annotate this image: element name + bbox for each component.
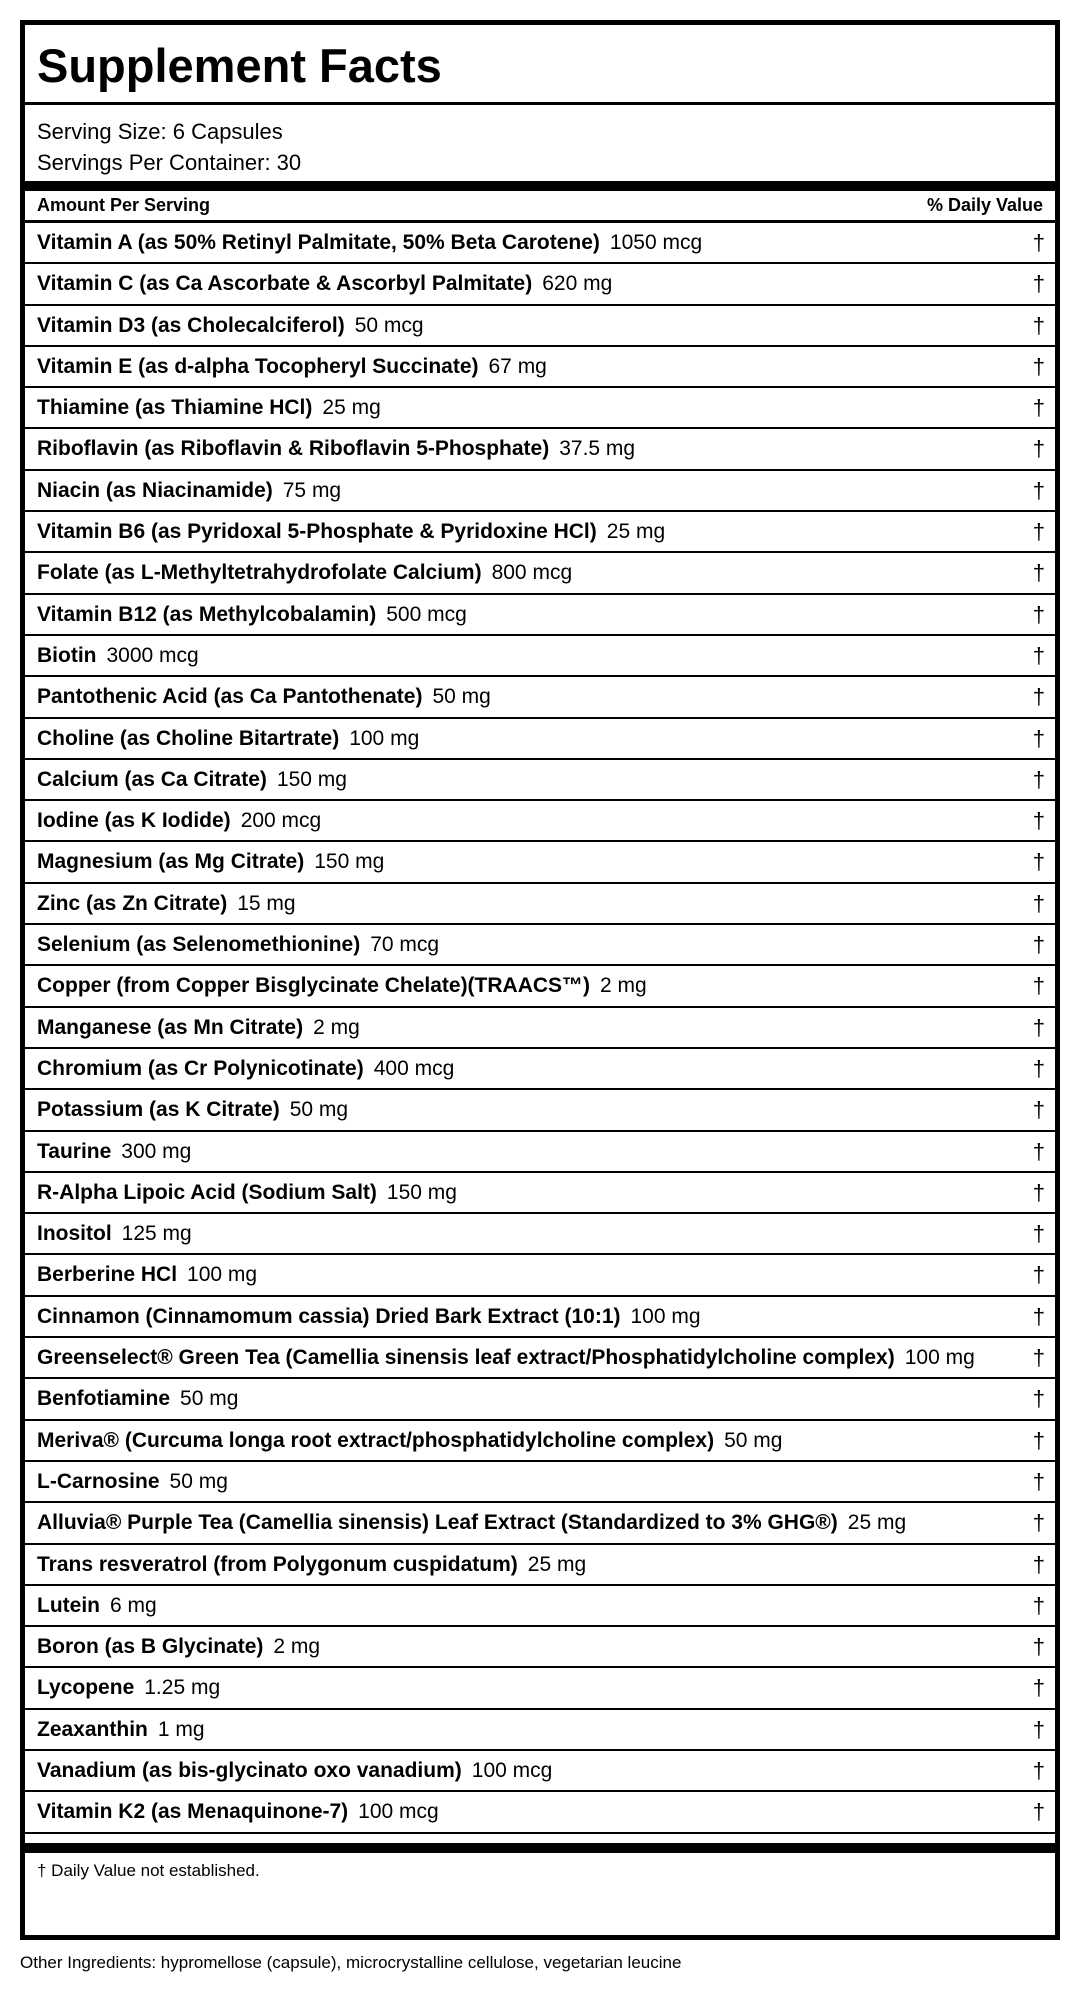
row-content — [37, 719, 419, 759]
table-row — [25, 347, 1055, 388]
table-row — [25, 1545, 1055, 1586]
ingredient-name: Pantothenic Acid (as Ca Pantothenate) — [37, 685, 423, 709]
ingredient-name: Berberine HCl — [37, 1263, 178, 1287]
table-row — [25, 1503, 1055, 1544]
serving-info — [25, 105, 1055, 181]
ingredient-amount: 100 mg — [630, 1304, 701, 1328]
table-end-spacer — [25, 1834, 1055, 1843]
row-content — [37, 636, 199, 676]
ingredient-amount: 50 mg — [432, 685, 491, 709]
row-content — [37, 842, 384, 882]
ingredient-name: Meriva® (Curcuma longa root extract/phosphatidylcholine complex) — [37, 1428, 715, 1452]
thick-divider — [25, 181, 1055, 191]
ingredient-name: Riboflavin (as Riboflavin & Riboflavin 5-Phosphate) — [37, 437, 550, 461]
table-row — [25, 1090, 1055, 1131]
table-row — [25, 595, 1055, 636]
daily-value-dagger: † — [1032, 725, 1045, 751]
row-content — [37, 1132, 191, 1172]
ingredient-name: Benfotiamine — [37, 1387, 171, 1411]
ingredient-amount: 100 mcg — [358, 1800, 439, 1824]
table-row — [25, 842, 1055, 883]
daily-value-dagger: † — [1032, 312, 1045, 338]
thick-divider-bottom — [25, 1843, 1055, 1853]
ingredient-name: Vanadium (as bis-glycinato oxo vanadium) — [37, 1758, 462, 1782]
table-row — [25, 1751, 1055, 1792]
ingredient-amount: 1 mg — [157, 1717, 205, 1741]
row-content — [37, 1503, 906, 1543]
row-content — [37, 1214, 192, 1254]
row-content — [37, 429, 635, 469]
daily-value-dagger: † — [1032, 1427, 1045, 1453]
amount-per-serving-label: Amount Per Serving — [37, 195, 211, 215]
ingredient-name: Vitamin C (as Ca Ascorbate & Ascorbyl Palmitate) — [37, 272, 533, 296]
row-content — [37, 553, 572, 593]
table-row — [25, 306, 1055, 347]
row-content — [37, 1049, 454, 1089]
ingredient-name: L-Carnosine — [37, 1469, 160, 1493]
table-row — [25, 1008, 1055, 1049]
row-content — [37, 388, 381, 428]
ingredient-name: Vitamin B6 (as Pyridoxal 5-Phosphate & Pyridoxine HCl) — [37, 520, 597, 544]
ingredient-amount: 70 mcg — [370, 933, 440, 957]
ingredient-amount: 125 mg — [121, 1222, 192, 1246]
ingredient-name: Lycopene — [37, 1676, 135, 1700]
daily-value-dagger: † — [1032, 1468, 1045, 1494]
row-content — [37, 677, 491, 717]
table-row — [25, 1338, 1055, 1379]
daily-value-dagger: † — [1032, 684, 1045, 710]
table-row — [25, 884, 1055, 925]
daily-value-dagger: † — [1032, 932, 1045, 958]
ingredient-amount: 2 mg — [273, 1635, 321, 1659]
daily-value-dagger: † — [1032, 1221, 1045, 1247]
daily-value-dagger: † — [1032, 1386, 1045, 1412]
panel-title: Supplement Facts — [25, 25, 1055, 105]
daily-value-dagger: † — [1032, 1716, 1045, 1742]
row-content — [37, 1627, 320, 1667]
table-row — [25, 636, 1055, 677]
ingredient-name: Iodine (as K Iodide) — [37, 809, 231, 833]
ingredient-amount: 25 mg — [322, 396, 381, 420]
daily-value-dagger: † — [1032, 973, 1045, 999]
daily-value-dagger: † — [1032, 560, 1045, 586]
ingredient-name: Vitamin K2 (as Menaquinone-7) — [37, 1800, 349, 1824]
ingredient-name: Taurine — [37, 1139, 112, 1163]
ingredient-name: Inositol — [37, 1222, 112, 1246]
daily-value-dagger: † — [1032, 1510, 1045, 1536]
table-row — [25, 264, 1055, 305]
daily-value-dagger: † — [1032, 1303, 1045, 1329]
ingredient-name: Vitamin E (as d-alpha Tocopheryl Succinate) — [37, 354, 479, 378]
table-row — [25, 760, 1055, 801]
row-content — [37, 925, 439, 965]
row-content — [37, 1297, 701, 1337]
daily-value-dagger: † — [1032, 271, 1045, 297]
row-content — [37, 884, 296, 924]
ingredient-name: Greenselect® Green Tea (Camellia sinensis leaf extract/Phosphatidylcholine complex) — [37, 1346, 895, 1370]
daily-value-dagger: † — [1032, 436, 1045, 462]
daily-value-dagger: † — [1032, 1757, 1045, 1783]
row-content — [37, 1008, 360, 1048]
daily-value-dagger: † — [1032, 1345, 1045, 1371]
table-row — [25, 1132, 1055, 1173]
table-row — [25, 1173, 1055, 1214]
ingredient-amount: 100 mg — [187, 1263, 258, 1287]
table-row — [25, 512, 1055, 553]
ingredient-amount: 75 mg — [282, 478, 342, 502]
ingredient-amount: 100 mcg — [471, 1758, 553, 1782]
table-row — [25, 1297, 1055, 1338]
serving-size: Serving Size: 6 Capsules — [37, 119, 283, 144]
ingredient-amount: 50 mg — [289, 1098, 349, 1122]
daily-value-dagger: † — [1032, 1097, 1045, 1123]
servings-per-container: Servings Per Container: 30 — [37, 150, 302, 175]
ingredient-name: Manganese (as Mn Citrate) — [37, 1015, 304, 1039]
daily-value-dagger: † — [1032, 1675, 1045, 1701]
table-row — [25, 1421, 1055, 1462]
daily-value-dagger: † — [1032, 519, 1045, 545]
daily-value-dagger: † — [1032, 1014, 1045, 1040]
table-row — [25, 1214, 1055, 1255]
ingredient-name: Lutein — [37, 1593, 100, 1617]
ingredient-amount: 150 mg — [386, 1180, 457, 1204]
ingredient-name: Niacin (as Niacinamide) — [37, 478, 273, 502]
ingredient-amount: 150 mg — [276, 767, 347, 791]
ingredient-amount: 25 mg — [527, 1552, 587, 1576]
table-row — [25, 1668, 1055, 1709]
ingredient-amount: 50 mcg — [354, 313, 424, 337]
row-content — [37, 1338, 975, 1378]
table-row — [25, 801, 1055, 842]
ingredient-amount: 620 mg — [542, 272, 613, 296]
ingredient-name: Boron (as B Glycinate) — [37, 1635, 264, 1659]
ingredient-name: Choline (as Choline Bitartrate) — [37, 726, 340, 750]
ingredient-amount: 500 mcg — [386, 602, 467, 626]
ingredient-amount: 67 mg — [488, 354, 547, 378]
ingredient-amount: 1.25 mg — [144, 1676, 221, 1700]
daily-value-dagger: † — [1032, 766, 1045, 792]
footnote: † Daily Value not established. — [37, 1860, 260, 1880]
ingredient-name: Vitamin B12 (as Methylcobalamin) — [37, 602, 377, 626]
ingredient-name: Vitamin D3 (as Cholecalciferol) — [37, 313, 345, 337]
table-row — [25, 1049, 1055, 1090]
ingredient-amount: 6 mg — [110, 1593, 157, 1617]
other-ingredients: Other Ingredients: hypromellose (capsule), microcrystalline cellulose, vegetarian leucine — [20, 1953, 682, 1972]
daily-value-dagger: † — [1032, 1262, 1045, 1288]
row-content — [37, 223, 702, 263]
ingredient-name: Zeaxanthin — [37, 1717, 148, 1741]
row-content — [37, 1792, 439, 1832]
daily-value-dagger: † — [1032, 1799, 1045, 1825]
ingredient-amount: 37.5 mg — [559, 437, 636, 461]
daily-value-dagger: † — [1032, 642, 1045, 668]
ingredient-amount: 300 mg — [121, 1139, 192, 1163]
table-row — [25, 925, 1055, 966]
row-content — [37, 966, 647, 1006]
table-row — [25, 1586, 1055, 1627]
table-row — [25, 1627, 1055, 1668]
ingredient-amount: 200 mcg — [240, 809, 322, 833]
ingredient-amount: 50 mg — [169, 1469, 228, 1493]
row-content — [37, 760, 347, 800]
ingredient-name: Magnesium (as Mg Citrate) — [37, 850, 305, 874]
ingredient-name: Folate (as L-Methyltetrahydrofolate Calcium) — [37, 561, 482, 585]
ingredient-amount: 50 mg — [724, 1428, 783, 1452]
table-row — [25, 1710, 1055, 1751]
ingredient-name: Alluvia® Purple Tea (Camellia sinensis) Leaf Extract (Standardized to 3% GHG®) — [37, 1511, 838, 1535]
daily-value-dagger: † — [1032, 1055, 1045, 1081]
daily-value-dagger: † — [1032, 395, 1045, 421]
row-content — [37, 512, 665, 552]
ingredient-name: Zinc (as Zn Citrate) — [37, 891, 228, 915]
table-row — [25, 1379, 1055, 1420]
supplement-facts-panel — [20, 20, 1060, 1940]
table-header — [25, 191, 1055, 223]
ingredient-amount: 400 mcg — [373, 1056, 455, 1080]
row-content — [37, 1710, 205, 1750]
row-content — [37, 306, 424, 346]
daily-value-dagger: † — [1032, 477, 1045, 503]
table-row — [25, 553, 1055, 594]
row-content — [37, 471, 341, 511]
daily-value-dagger: † — [1032, 601, 1045, 627]
ingredient-name: Selenium (as Selenomethionine) — [37, 933, 361, 957]
row-content — [37, 1421, 782, 1461]
row-content — [37, 264, 612, 304]
row-content — [37, 1173, 457, 1213]
ingredient-amount: 50 mg — [180, 1387, 239, 1411]
ingredient-name: Chromium (as Cr Polynicotinate) — [37, 1056, 364, 1080]
table-row — [25, 966, 1055, 1007]
row-content — [37, 595, 467, 635]
daily-value-dagger: † — [1032, 353, 1045, 379]
ingredient-amount: 25 mg — [606, 520, 666, 544]
daily-value-dagger: † — [1032, 1138, 1045, 1164]
table-row — [25, 1792, 1055, 1833]
ingredient-name: Potassium (as K Citrate) — [37, 1098, 280, 1122]
row-content — [37, 1586, 157, 1626]
row-content — [37, 1545, 586, 1585]
table-row — [25, 471, 1055, 512]
ingredient-amount: 100 mg — [904, 1346, 975, 1370]
ingredient-name: Trans resveratrol (from Polygonum cuspidatum) — [37, 1552, 518, 1576]
table-row — [25, 677, 1055, 718]
daily-value-dagger: † — [1032, 849, 1045, 875]
ingredient-name: Biotin — [37, 643, 97, 667]
daily-value-dagger: † — [1032, 1179, 1045, 1205]
row-content — [37, 801, 321, 841]
daily-value-dagger: † — [1032, 808, 1045, 834]
row-content — [37, 1751, 552, 1791]
row-content — [37, 1255, 257, 1295]
daily-value-dagger: † — [1032, 1634, 1045, 1660]
row-content — [37, 1462, 228, 1502]
ingredient-name: Vitamin A (as 50% Retinyl Palmitate, 50% Beta Carotene) — [37, 231, 600, 254]
daily-value-dagger: † — [1032, 1551, 1045, 1577]
row-content — [37, 1668, 220, 1708]
table-row — [25, 388, 1055, 429]
ingredient-name: Thiamine (as Thiamine HCl) — [37, 396, 313, 420]
ingredient-amount: 2 mg — [600, 974, 647, 998]
ingredient-amount: 100 mg — [349, 726, 420, 750]
daily-value-label: % Daily Value — [926, 195, 1043, 215]
ingredient-name: Calcium (as Ca Citrate) — [37, 767, 267, 791]
ingredient-name: R-Alpha Lipoic Acid (Sodium Salt) — [37, 1180, 377, 1204]
nutrient-table — [25, 223, 1055, 1834]
ingredient-amount: 150 mg — [314, 850, 385, 874]
row-content — [37, 1379, 238, 1419]
ingredient-amount: 3000 mcg — [106, 643, 199, 667]
ingredient-amount: 25 mg — [847, 1511, 907, 1535]
table-row — [25, 1255, 1055, 1296]
row-content — [37, 1090, 348, 1130]
table-row — [25, 1462, 1055, 1503]
ingredient-name: Cinnamon (Cinnamomum cassia) Dried Bark Extract (10:1) — [37, 1304, 621, 1328]
ingredient-amount: 800 mcg — [491, 561, 573, 585]
table-row — [25, 429, 1055, 470]
daily-value-dagger: † — [1032, 890, 1045, 916]
ingredient-amount: 1050 mcg — [609, 231, 703, 254]
ingredient-amount: 15 mg — [237, 891, 296, 915]
row-content — [37, 347, 547, 387]
daily-value-dagger: † — [1032, 1592, 1045, 1618]
ingredient-name: Copper (from Copper Bisglycinate Chelate)(TRAACS™) — [37, 974, 591, 998]
daily-value-dagger: † — [1032, 230, 1045, 255]
table-row — [25, 223, 1055, 264]
table-row — [25, 719, 1055, 760]
ingredient-amount: 2 mg — [313, 1015, 360, 1039]
